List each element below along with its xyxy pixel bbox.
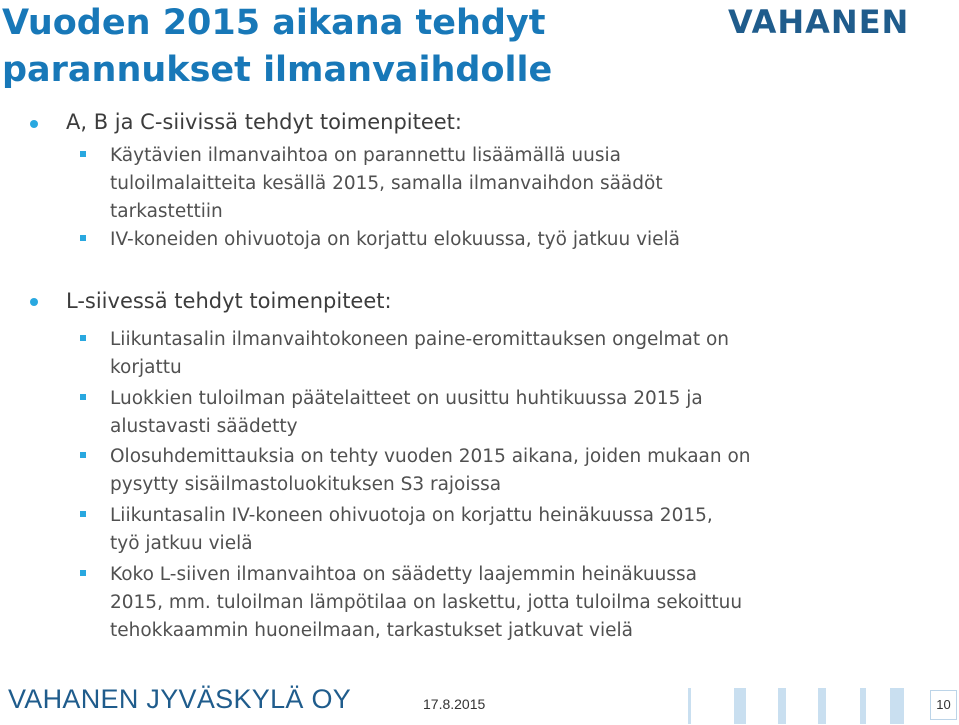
item-bullet-icon	[80, 394, 86, 400]
footer-company: VAHANEN JYVÄSKYLÄ OY	[8, 684, 352, 714]
list-item: Koko L-siiven ilmanvaihtoa on säädetty laajemmin heinäkuussa 2015, mm. tuloilman lämpötilaa on laskettu, jotta tuloilma sekoittuu tehokkaammin huoneilmaan, tarkastukset jatkuvat vielä	[110, 564, 743, 641]
footer-date: 17.8.2015	[423, 696, 486, 712]
item-bullet-icon	[80, 151, 86, 157]
decorative-stripe	[890, 688, 904, 724]
page-number: 10	[930, 690, 957, 720]
item-bullet-icon	[80, 335, 86, 341]
decorative-stripe	[688, 688, 691, 724]
list-item: Liikuntasalin ilmanvaihtokoneen paine-eromittauksen ongelmat on korjattu	[110, 329, 730, 378]
list-item: Olosuhdemittauksia on tehty vuoden 2015 aikana, joiden mukaan on pysytty sisäilmastoluokituksen S3 rajoissa	[110, 446, 751, 495]
list-item: Käytävien ilmanvaihtoa on parannettu lisäämällä uusia tuloilmalaitteita kesällä 2015, samalla ilmanvaihdon säädöt tarkastettiin	[110, 145, 663, 222]
decorative-stripe	[734, 688, 746, 724]
decorative-stripe	[818, 688, 826, 724]
item-bullet-icon	[80, 235, 86, 241]
section-bullet-icon	[30, 298, 38, 306]
vahanen-logo: VAHANEN	[728, 3, 910, 41]
list-item: Liikuntasalin IV-koneen ohivuotoja on korjattu heinäkuussa 2015, työ jatkuu vielä	[110, 505, 713, 554]
decorative-stripe	[778, 688, 786, 724]
section-heading: L-siivessä tehdyt toimenpiteet:	[66, 289, 392, 313]
slide-title	[2, 0, 702, 94]
section-heading: A, B ja C-siivissä tehdyt toimenpiteet:	[66, 110, 462, 134]
item-bullet-icon	[80, 452, 86, 458]
list-item: IV-koneiden ohivuotoja on korjattu elokuussa, työ jatkuu vielä	[110, 229, 681, 250]
decorative-stripe	[860, 688, 866, 724]
slide-title-line-1: Vuoden 2015 aikana tehdyt	[2, 3, 546, 43]
item-bullet-icon	[80, 511, 86, 517]
slide-title-line-2: parannukset ilmanvaihdolle	[2, 50, 553, 90]
footer-stripes	[688, 688, 928, 724]
list-item: Luokkien tuloilman päätelaitteet on uusittu huhtikuussa 2015 ja alustavasti säädetty	[110, 388, 703, 437]
section-bullet-icon	[30, 120, 38, 128]
item-bullet-icon	[80, 570, 86, 576]
